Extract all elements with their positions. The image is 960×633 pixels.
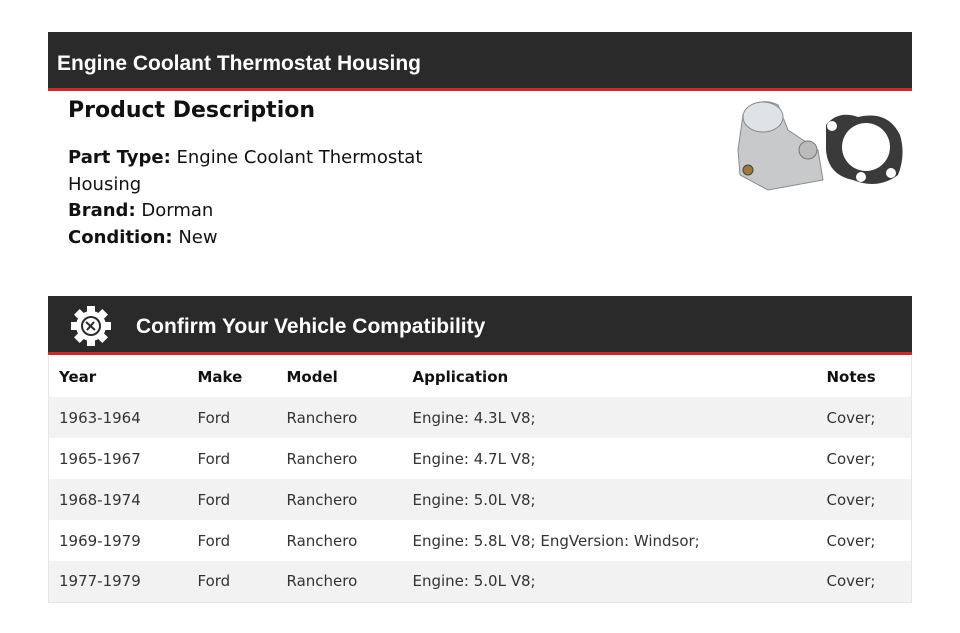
- table-row: [49, 479, 912, 520]
- product-description: [68, 98, 428, 251]
- gear-icon: [70, 305, 112, 347]
- column-model: Model: [286, 367, 338, 386]
- compatibility-bar: [48, 296, 912, 355]
- cell-make: Ford: [197, 449, 231, 468]
- column-year: Year: [59, 367, 97, 386]
- cell-application: Engine: 4.7L V8;: [412, 449, 536, 468]
- compatibility-title: Confirm Your Vehicle Compatibility: [136, 315, 486, 338]
- cell-model: Ranchero: [286, 572, 358, 591]
- cell-application: Engine: 5.0L V8;: [412, 572, 536, 591]
- cell-notes: Cover;: [826, 449, 876, 468]
- description-heading: Product Description: [68, 98, 316, 123]
- cell-model: Ranchero: [286, 408, 358, 427]
- cell-make: Ford: [197, 408, 231, 427]
- brand: [68, 198, 428, 225]
- column-make: Make: [197, 367, 243, 386]
- column-application: Application: [412, 367, 509, 386]
- cell-model: Ranchero: [286, 449, 358, 468]
- table-header-row: [49, 356, 912, 397]
- cell-make: Ford: [197, 531, 231, 550]
- table-row: [49, 520, 912, 561]
- cell-model: Ranchero: [286, 490, 358, 509]
- cell-model: Ranchero: [286, 531, 358, 550]
- cell-notes: Cover;: [826, 572, 876, 591]
- brand-value: Dorman: [141, 200, 214, 221]
- brand-label: Brand:: [68, 200, 136, 221]
- cell-notes: Cover;: [826, 531, 876, 550]
- cell-application: Engine: 4.3L V8;: [412, 408, 536, 427]
- cell-year: 1977-1979: [59, 572, 141, 591]
- table-row: [49, 397, 912, 438]
- cell-notes: Cover;: [826, 490, 876, 509]
- product-title-bar: [48, 32, 912, 91]
- cell-year: 1968-1974: [59, 490, 141, 509]
- cell-notes: Cover;: [826, 408, 876, 427]
- table-row: [49, 561, 912, 602]
- cell-application: Engine: 5.8L V8; EngVersion: Windsor;: [412, 531, 700, 550]
- cell-make: Ford: [197, 572, 231, 591]
- condition-label: Condition:: [68, 226, 173, 248]
- condition: [68, 225, 428, 252]
- product-image: [728, 95, 908, 195]
- condition-value: New: [178, 226, 218, 248]
- compatibility-table: [48, 356, 912, 603]
- cell-year: 1969-1979: [59, 531, 141, 550]
- part-type-label: Part Type:: [68, 147, 171, 168]
- column-notes: Notes: [826, 367, 876, 386]
- cell-make: Ford: [197, 490, 231, 509]
- cell-application: Engine: 5.0L V8;: [412, 490, 536, 509]
- table-row: [49, 438, 912, 479]
- part-type-value: Engine Coolant Thermostat Housing: [68, 147, 423, 195]
- part-type: [68, 145, 428, 198]
- cell-year: 1963-1964: [59, 408, 141, 427]
- product-title: Engine Coolant Thermostat Housing: [57, 52, 422, 75]
- cell-year: 1965-1967: [59, 449, 141, 468]
